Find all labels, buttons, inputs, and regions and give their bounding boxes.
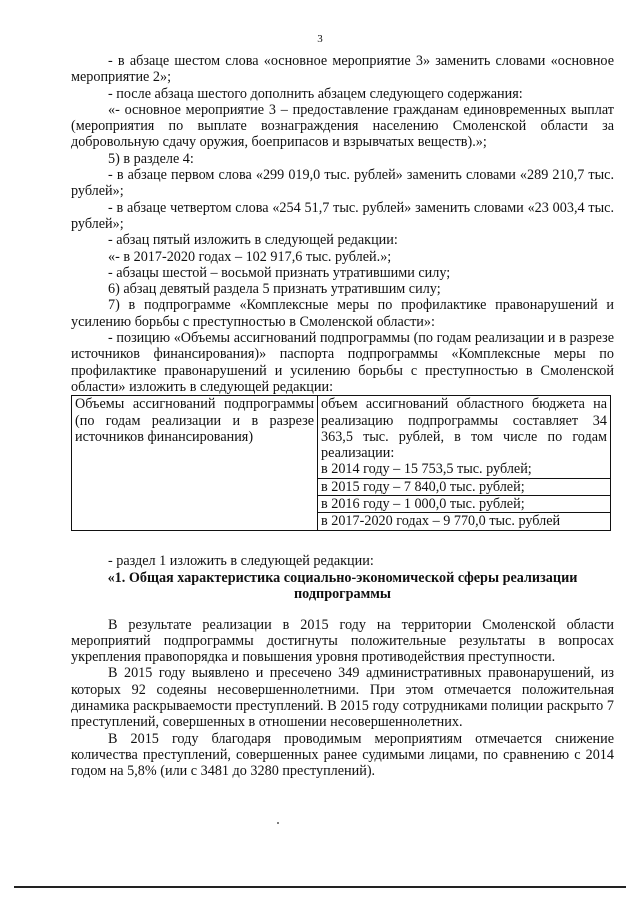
- paragraph: «- основное мероприятие 3 – предоставление гражданам единовременных выплат (мероприятия по выплате вознаграждения населению Смоленской области за добровольную сдачу оружия, боеприпасов и взрывчатых веществ).»;: [71, 101, 614, 151]
- paragraph: 7) в подпрограмме «Комплексные меры по профилактике правонарушений и усилению борьбы с преступностью в Смоленской области»:: [71, 297, 614, 330]
- table-row-2014: в 2014 году – 15 753,5 тыс. рублей;: [321, 461, 532, 478]
- paragraph: - в абзаце четвертом слова «254 51,7 тыс. рублей» заменить словами «23 003,4 тыс. рублей»;: [71, 199, 614, 232]
- scan-speck: [277, 822, 279, 824]
- table-row-2016: в 2016 году – 1 000,0 тыс. рублей;: [318, 496, 611, 513]
- section-intro: - раздел 1 изложить в следующей редакции:: [108, 552, 374, 569]
- table-cell-label: Объемы ассигнований подпрограммы (по годам реализации и в разрезе источников финансирования): [72, 396, 318, 530]
- paragraph: - позицию «Объемы ассигнований подпрограммы (по годам реализации и в разрезе источников финансирования)» паспорта подпрограммы «Комплексные меры по профилактике правонарушений и усилению борьбы с преступностью в Смоленской области» изложить в следующей редакции:: [71, 330, 614, 395]
- paragraph: - абзацы шестой – восьмой признать утратившими силу;: [108, 264, 451, 281]
- paragraph: В 2015 году благодаря проводимым мероприятиям отмечается снижение количества преступлений, совершенных ранее судимыми лицами, по сравнению с 2014 годом на 5,8% (или с 3481 до 3280 преступлений).: [71, 730, 614, 780]
- paragraph: 5) в разделе 4:: [108, 150, 194, 167]
- table-row-2017-2020: в 2017-2020 годах – 9 770,0 тыс. рублей: [318, 513, 611, 530]
- table-row-2015: в 2015 году – 7 840,0 тыс. рублей;: [318, 478, 611, 495]
- paragraph: В 2015 году выявлено и пресечено 349 административных правонарушений, из которых 92 содеяны несовершеннолетними. При этом отмечается положительная динамика раскрываемости преступлений. В 2015 году сотрудниками полиции раскрыто 7 преступлений, совершенных в отношении несовершеннолетних.: [71, 665, 614, 731]
- bottom-rule: [14, 886, 626, 888]
- table-cell-intro: [318, 396, 611, 478]
- page-number: 3: [317, 33, 323, 45]
- paragraph: - в абзаце первом слова «299 019,0 тыс. рублей» заменить словами «289 210,7 тыс. рублей»;: [71, 167, 614, 200]
- paragraph: - в абзаце шестом слова «основное мероприятие 3» заменить словами «основное мероприятие 2»;: [71, 53, 614, 86]
- paragraph: «- в 2017-2020 годах – 102 917,6 тыс. рублей.»;: [108, 248, 392, 265]
- funding-table: [71, 395, 611, 530]
- section-heading: «1. Общая характеристика социально-экономической сферы реализации подпрограммы: [107, 569, 578, 603]
- paragraph: - после абзаца шестого дополнить абзацем следующего содержания:: [108, 85, 523, 102]
- document-body: [71, 53, 614, 779]
- paragraph: 6) абзац девятый раздела 5 признать утратившим силу;: [108, 281, 441, 298]
- table-intro-text: объем ассигнований областного бюджета на реализацию подпрограммы составляет 34 363,5 тыс. рублей, в том числе по годам реализации:: [321, 396, 607, 462]
- paragraph: В результате реализации в 2015 году на территории Смоленской области мероприятий подпрограммы достигнуты положительные результаты в вопросах укрепления правопорядка и повышения уровня противодействия преступности.: [71, 616, 614, 666]
- paragraph: - абзац пятый изложить в следующей редакции:: [108, 232, 398, 249]
